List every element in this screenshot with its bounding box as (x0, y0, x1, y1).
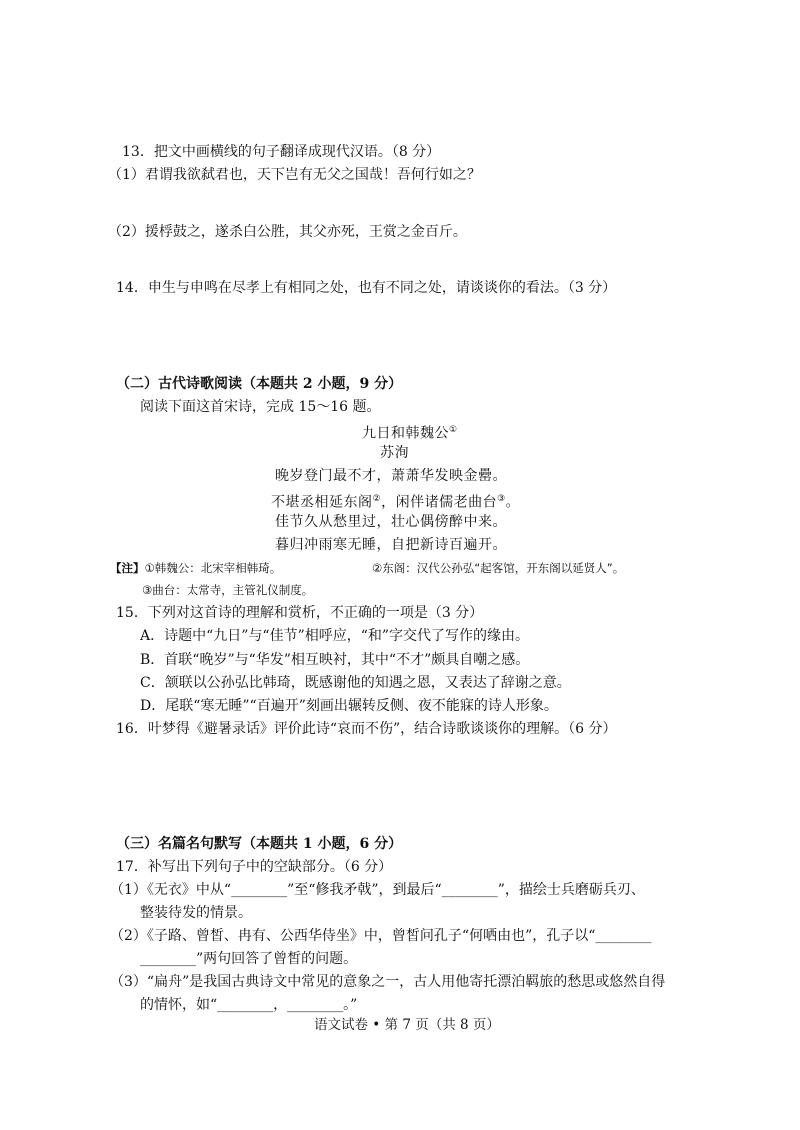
q15-option-d: D．尾联“寒无睡”“百遍开”刻画出辗转反侧、夜不能寐的诗人形象。 (140, 698, 558, 714)
q13-title: 13．把文中画横线的句子翻译成现代汉语。（8 分） (122, 144, 441, 160)
q13-item1: （1）君谓我欲弑君也，天下岂有无父之国哉！吾何行如之？ (108, 167, 481, 183)
q17-stem: 17．补写出下列句子中的空缺部分。（6 分） (116, 859, 393, 875)
note-2: ②东阁：汉代公孙弘“起客馆，开东阁以延贤人”。 (372, 561, 625, 575)
note-label: 【注】 (110, 561, 145, 575)
poem-line-2a: 不堪丞相延东阁 (271, 494, 373, 511)
q17-item3-line1: （3）“扁舟”是我国古典诗文中常见的意象之一，古人用他寄托漂泊羁旅的愁思或悠然自得 (110, 974, 666, 990)
q15-option-c: C．颔联以公孙弘比韩琦，既感谢他的知遇之恩，又表达了辞谢之意。 (140, 675, 571, 691)
poem-title-mark: ① (449, 425, 458, 435)
poem-title (362, 420, 458, 444)
section3-header: （三）名篇名句默写（本题共 1 小题，6 分） (116, 836, 403, 852)
q17-item2-line1: （2）《子路、曾皙、冉有、公西华侍坐》中，曾皙问孔子“何哂由也”，孔子以“________ (110, 928, 652, 944)
poem-line-2-mark1: ② (372, 494, 382, 504)
q14-text: 14．申生与申鸣在尽孝上有相同之处，也有不同之处，请谈谈你的看法。（3 分） (116, 280, 617, 296)
note-1: ①韩魏公：北宋宰相韩琦。 (144, 561, 282, 575)
q17-item2-line2: ________”两句回答了曾皙的问题。 (140, 951, 358, 967)
poem-line-1: 晚岁登门最不才，萧萧华发映金罍。 (275, 468, 507, 484)
poem-line-4: 暮归冲雨寒无睡，自把新诗百遍开。 (275, 537, 507, 553)
section2-intro: 阅读下面这首宋诗，完成 15～16 题。 (140, 399, 381, 415)
q15-option-a: A．诗题中“九日”与“佳节”相呼应，“和”字交代了写作的缘由。 (140, 628, 530, 644)
poem-line-2 (271, 489, 520, 513)
poem-notes-row1 (110, 560, 281, 576)
poem-line-2b: ，闲伴诸儒老曲台 (381, 494, 498, 511)
page-footer: 语文试卷 • 第 7 页（共 8 页） (314, 1017, 500, 1033)
q16-text: 16．叶梦得《避暑录话》评价此诗“哀而不伤”，结合诗歌谈谈你的理解。（6 分） (116, 721, 617, 737)
q13-item2: （2）援桴鼓之，遂杀白公胜，其父亦死，王赏之金百斤。 (108, 224, 467, 240)
q15-option-b: B．首联“晚岁”与“华发”相互映衬，其中“不才”颇具自嘲之感。 (140, 652, 530, 668)
q17-item1-line2: 整装待发的情景。 (140, 905, 252, 921)
poem-line-2-mark2: ③ (497, 494, 506, 504)
note-3: ③曲台：太常寺，主管礼仪制度。 (142, 583, 314, 597)
q15-stem: 15．下列对这首诗的理解和赏析，不正确的一项是（3 分） (116, 605, 484, 621)
q17-item1-line1: （1）《无衣》中从“________”至“修我矛戟”，到最后“________”，描绘士兵磨砺兵刃、 (110, 882, 645, 898)
poem-line-2c: 。 (505, 494, 521, 511)
poem-line-3: 佳节久从愁里过，壮心偶傍醉中来。 (275, 514, 507, 530)
section2-header: （二）古代诗歌阅读（本题共 2 小题，9 分） (116, 376, 403, 392)
poem-author: 苏洵 (380, 445, 409, 461)
poem-title-text: 九日和韩魏公 (362, 425, 449, 442)
q17-item3-line2: 的情怀，如“________，________。” (140, 997, 358, 1013)
